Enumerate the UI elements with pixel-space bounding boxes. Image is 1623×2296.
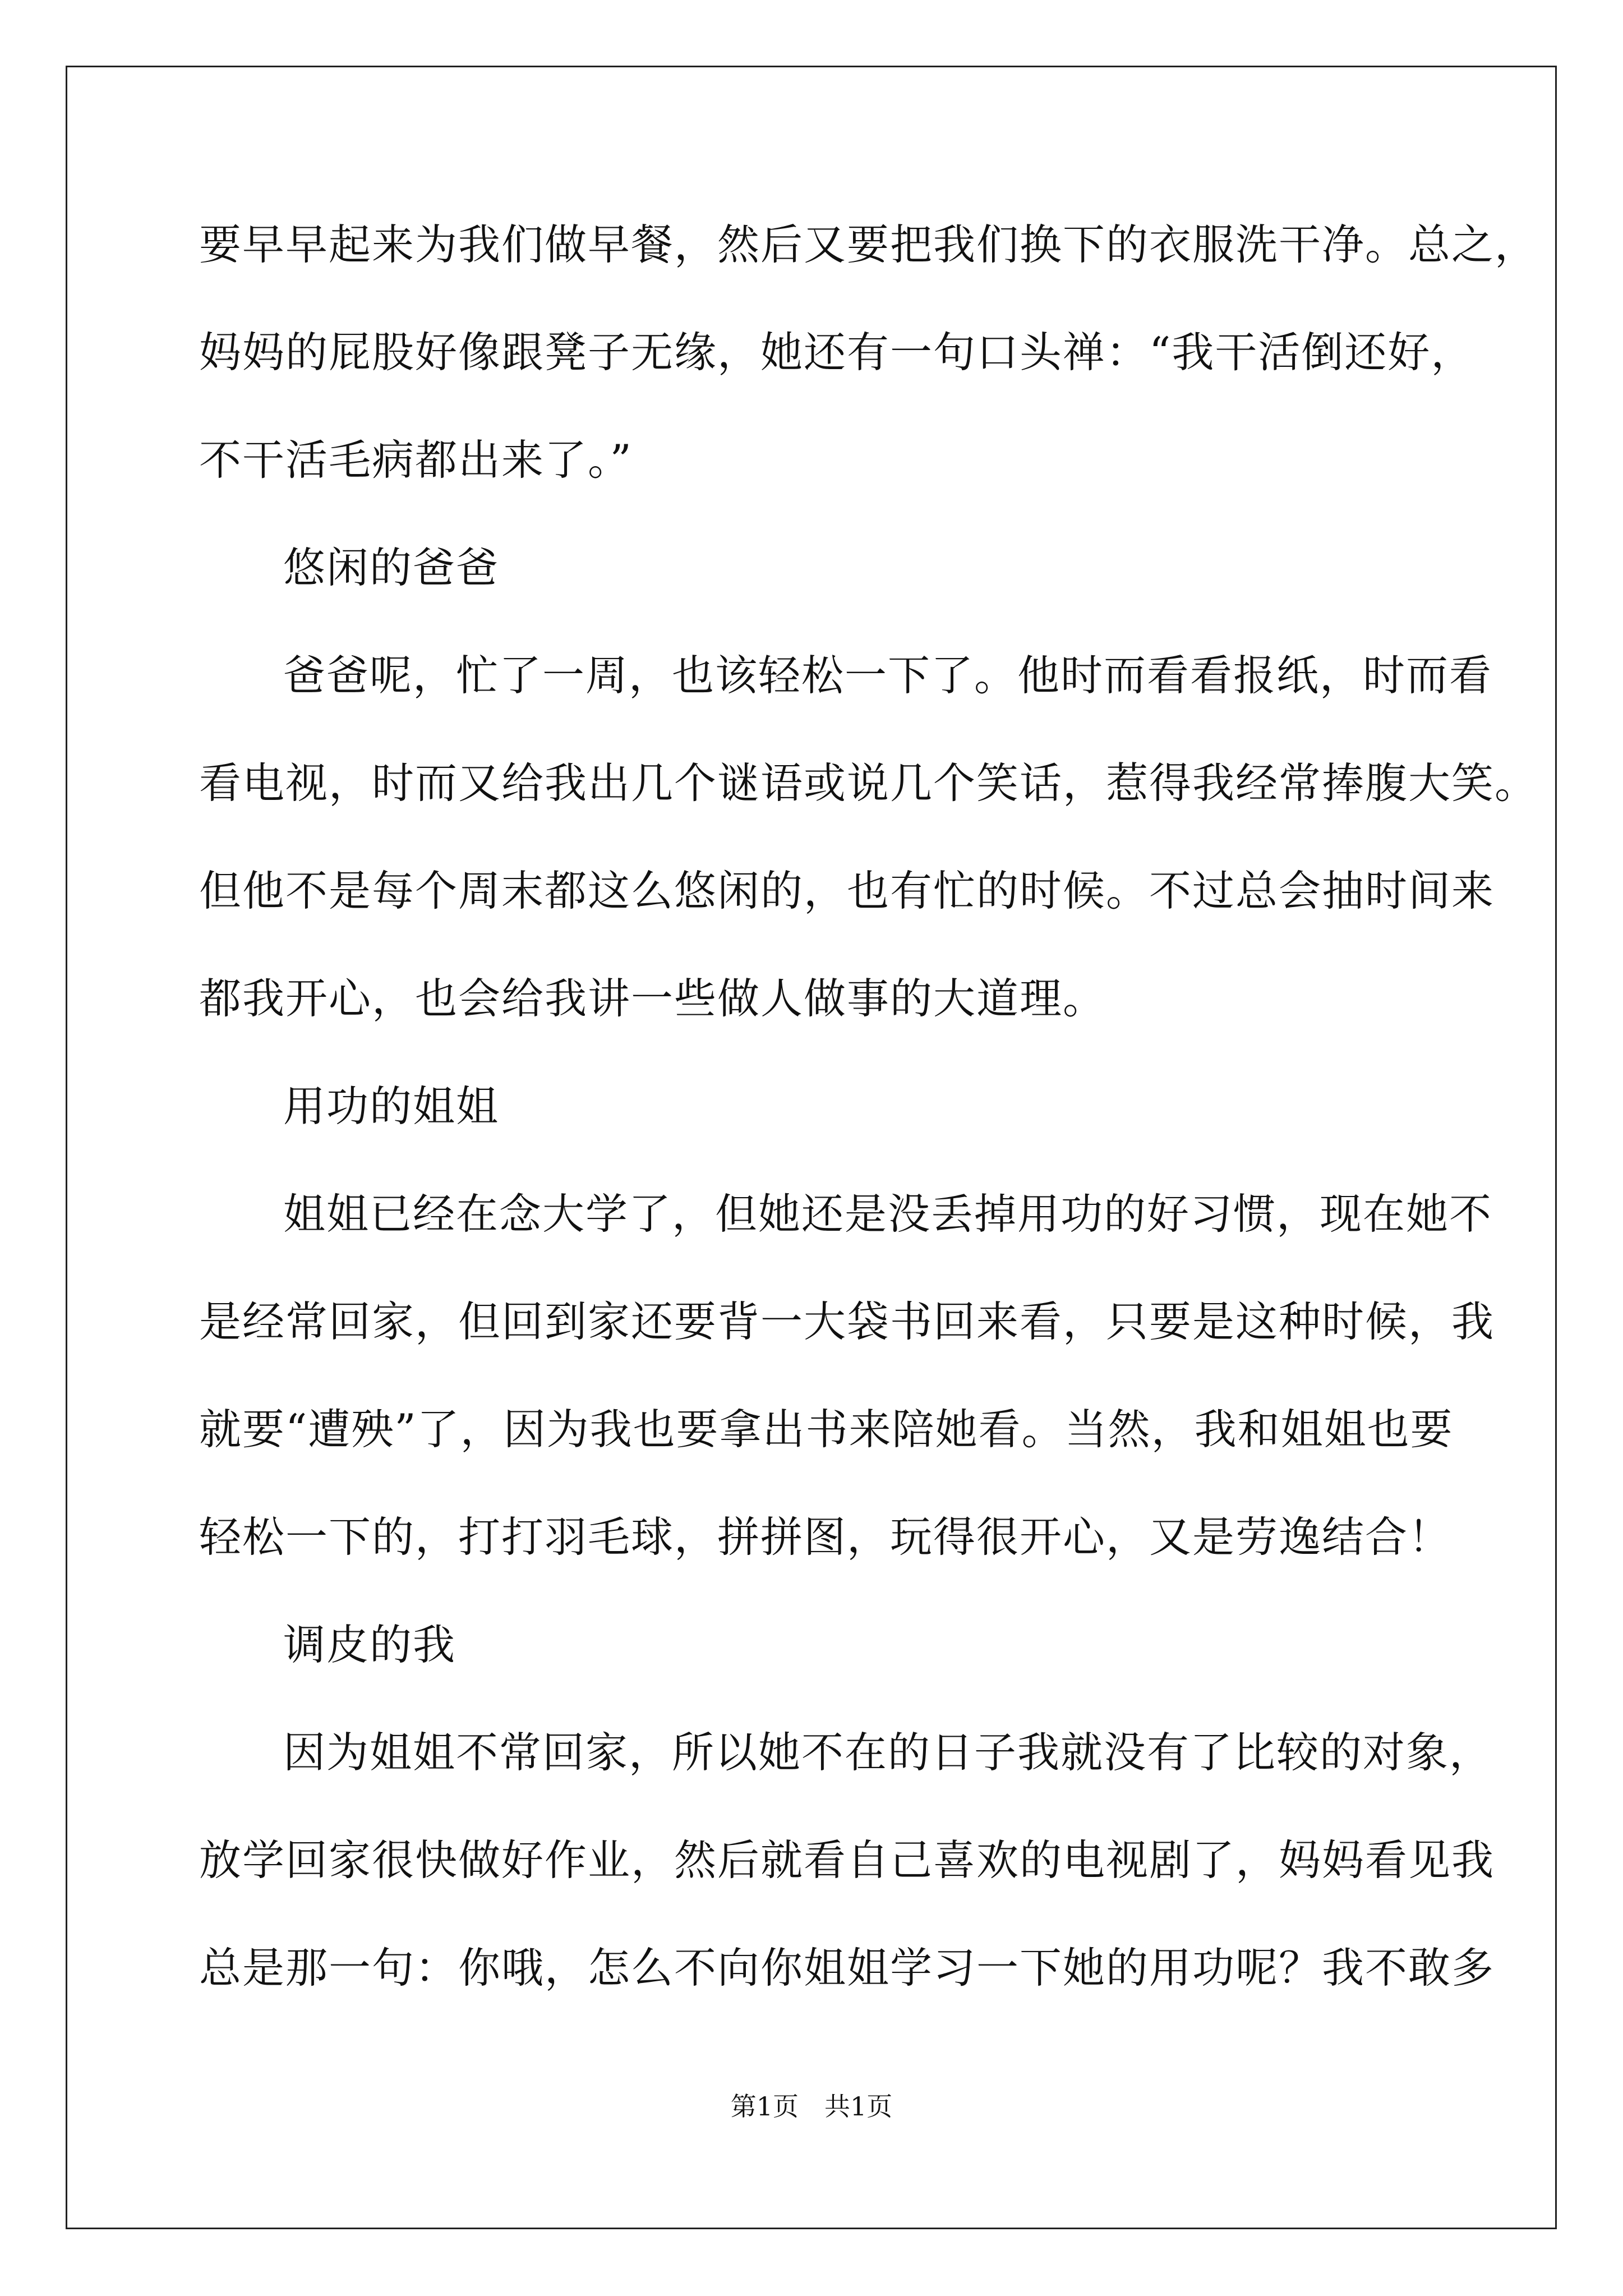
text-line-12: 就要“遭殃”了，因为我也要拿出书来陪她看。当然，我和姐姐也要 <box>199 1405 1454 1454</box>
text-line-1: 要早早起来为我们做早餐，然后又要把我们换下的衣服洗干净。总之， <box>199 220 1538 269</box>
text-line-2: 妈妈的屁股好像跟凳子无缘，她还有一句口头禅：“我干活倒还好， <box>199 328 1474 377</box>
section-heading-dad: 悠闲的爸爸 <box>283 543 500 592</box>
document-body <box>199 191 1538 2022</box>
text-block <box>199 191 1538 2022</box>
text-line-11: 是经常回家，但回到家还要背一大袋书回来看，只要是这种时候，我 <box>199 1297 1495 1346</box>
text-line-6: 看电视，时而又给我出几个谜语或说几个笑话，惹得我经常捧腹大笑。 <box>199 758 1538 808</box>
text-line-15: 因为姐姐不常回家，所以她不在的日子我就没有了比较的对象， <box>283 1728 1493 1777</box>
text-line-7: 但他不是每个周末都这么悠闲的，也有忙的时候。不过总会抽时间来 <box>199 866 1495 915</box>
page-number: 第1页 <box>730 2091 799 2122</box>
page-total: 共1页 <box>824 2091 893 2122</box>
section-heading-me: 调皮的我 <box>283 1620 457 1669</box>
text-line-3: 不干活毛病都出来了。” <box>199 435 633 485</box>
text-line-16: 放学回家很快做好作业，然后就看自己喜欢的电视剧了，妈妈看见我 <box>199 1835 1495 1885</box>
text-line-13: 轻松一下的，打打羽毛球，拼拼图，玩得很开心，又是劳逸结合！ <box>199 1512 1452 1562</box>
text-line-10: 姐姐已经在念大学了，但她还是没丢掉用功的好习惯，现在她不 <box>283 1189 1493 1239</box>
text-line-17: 总是那一句：你哦，怎么不向你姐姐学习一下她的用功呢？我不敢多 <box>199 1943 1495 1993</box>
text-line-8: 都我开心，也会给我讲一些做人做事的大道理。 <box>199 974 1106 1023</box>
text-line-5: 爸爸呢，忙了一周，也该轻松一下了。他时而看看报纸，时而看 <box>283 651 1493 700</box>
section-heading-sister: 用功的姐姐 <box>283 1082 500 1131</box>
page-footer <box>0 2090 1623 2123</box>
